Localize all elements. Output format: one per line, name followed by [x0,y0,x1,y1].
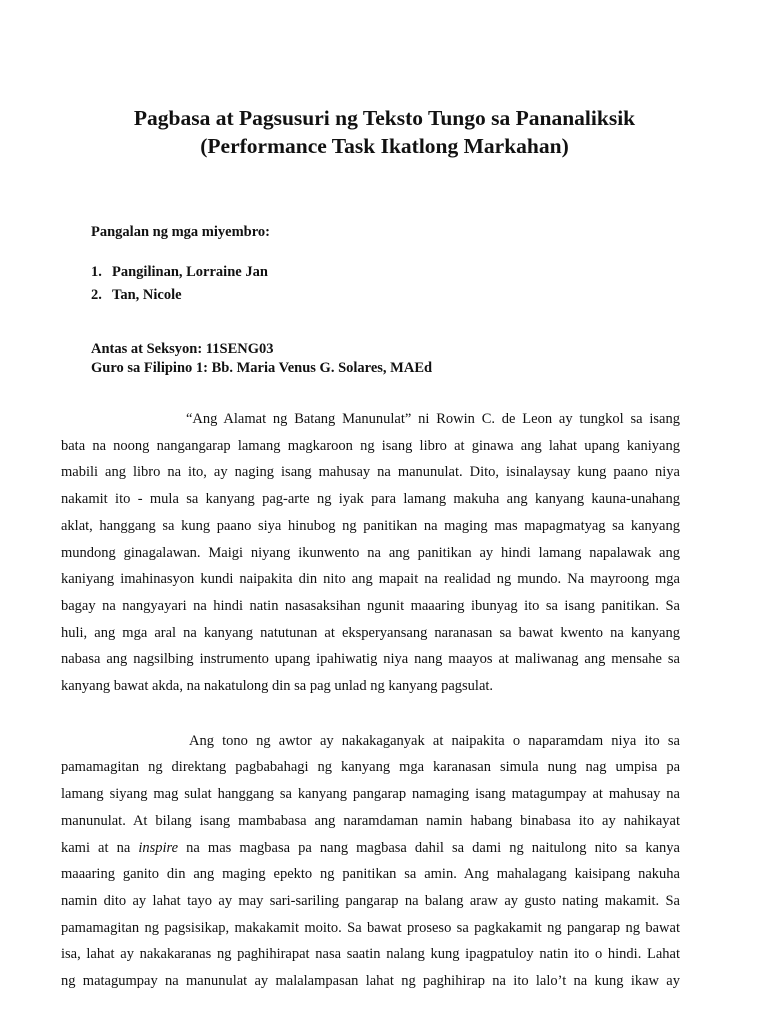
paragraph-line: pamamagitan ng direktang pagbabahagi ng kanyang mga karanasan simula nung nag umpisa pa [61,759,680,776]
paragraph-line: lamang siyang mag sulat hanggang sa kanyang pangarap namaging isang matagumpay at mahusay na [61,786,680,803]
section-line: Antas at Seksyon: 11SENG03 [91,341,274,357]
teacher-line: Guro sa Filipino 1: Bb. Maria Venus G. Solares, MAEd [91,360,433,376]
paragraph-line: huli, ang mga aral na kanyang natutunan at eksperyansang naranasan sa bawat kwento na kanyang [61,624,680,641]
class-info [91,340,680,378]
paragraph-line: aklat, hanggang sa kung paano siya hinubog ng panitikan na maging mas mapagmatyag sa kanyang [61,517,680,534]
title-line-1: Pagbasa at Pagsusuri ng Teksto Tungo sa Pananaliksik [133,106,636,130]
member-name: Tan, Nicole [112,287,182,303]
paragraph-line: bagay na nangyayari na hindi natin nasasaksihan ngunit maaaring ibunyag ito sa isang panitikan. Sa [61,597,680,614]
paragraph-line: ng matagumpay na manunulat ay malalampasan lahat ng paghihirap na ito lalo’t na kung ikaw ay [61,973,680,990]
members-list [91,261,680,307]
paragraph-line [61,835,680,862]
paragraph-line: kanyang bawat akda, na nakatulong din sa pag unlad ng kanyang pagsulat. [61,678,494,695]
paragraph-line: nakamit ito - mula sa kanyang pag-arte ng iyak para lamang makuha ang kanyang kauna-unahang [61,491,680,508]
paragraph-line: “Ang Alamat ng Batang Manunulat” ni Rowin C. de Leon ay tungkol sa isang [186,411,680,427]
paragraph-1 [61,406,680,700]
paragraph-line: mabili ang libro na ito, ay naging isang mahusay na manunulat. Dito, isinalaysay kung paano niya [61,464,680,481]
member-number: 1. [91,264,102,280]
text-segment: kami at na [61,839,139,856]
paragraph-2 [61,728,680,995]
paragraph-line: kaniyang imahinasyon kundi naipakita din nito ang mapait na realidad ng mundo. Na mayroong mga [61,571,680,588]
member-number: 2. [91,287,102,303]
paragraph-line: maaaring ganito din ang maging epekto ng panitikan sa amin. Ang mahalagang kaisipang nakuha [61,866,680,883]
paragraph-line: namin dito ay lahat tayo ay may sari-sariling pangarap na balang araw ay gusto nating makamit. Sa [61,892,680,909]
paragraph-line: nabasa ang nagsilbing instrumento upang ipahiwatig niya nang maayos at maliwanag ang mensahe sa [61,651,680,668]
paragraph-line: manunulat. At bilang isang mambabasa ang naramdaman namin habang binabasa ito ay nahikayat [61,812,680,829]
member-name: Pangilinan, Lorraine Jan [112,264,268,280]
italic-word: inspire [138,839,179,856]
paragraph-line: pamamagitan ng pagsisikap, makakamit moito. Sa bawat proseso sa pagkakamit ng pangarap ng bawat [61,919,680,936]
paragraph-line: bata na noong nangangarap lamang magkaroon ng isang libro at ginawa ang lahat upang kaniyang [61,437,680,454]
members-block [91,222,680,378]
member-item [91,284,680,307]
title-line-2: (Performance Task Ikatlong Markahan) [200,134,569,158]
paragraph-line: isa, lahat ay nakakaranas ng paghihirapat nasa saatin nalang kung ipagpatuloy natin ito o hindi. Lahat [61,946,680,963]
paragraph-line: mundong ginagalawan. Maigi niyang ikunwento na ang panitikan ay hindi lamang napalawak ang [61,544,680,561]
paragraph-line: Ang tono ng awtor ay nakakaganyak at naipakita o naparamdam niya ito sa [189,732,680,749]
member-item [91,261,680,284]
members-heading: Pangalan ng mga miyembro: [91,224,270,240]
text-segment: na mas magbasa pa nang magbasa dahil sa dami ng naitulong nito sa kanya [178,839,680,856]
document-title [89,104,680,160]
